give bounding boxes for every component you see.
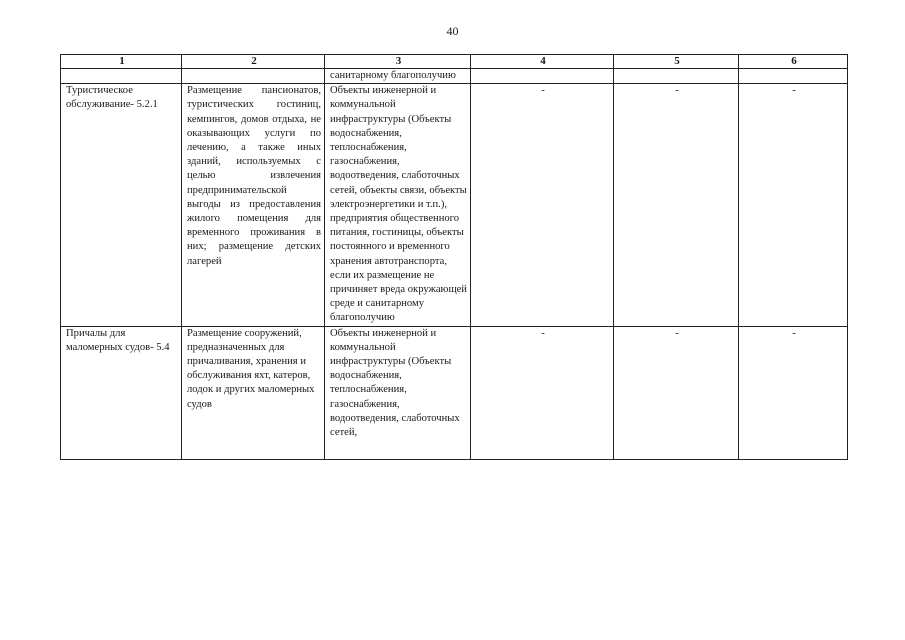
table-cell — [61, 69, 182, 84]
column-header: 2 — [182, 55, 325, 69]
table-cell: санитарному благополучию — [325, 69, 471, 84]
column-header: 3 — [325, 55, 471, 69]
column-header: 1 — [61, 55, 182, 69]
table-cell-description: Размещение сооружений, предназначенных для причаливания, хранения и обслуживания яхт, катеров, лодок и других маломерных судов — [182, 326, 325, 459]
table-cell — [471, 69, 614, 84]
table-header-row — [61, 55, 848, 69]
table-cell-use-name: Причалы для маломерных судов- 5.4 — [61, 326, 182, 459]
column-header: 6 — [739, 55, 848, 69]
table-cell — [182, 69, 325, 84]
table-cell — [739, 69, 848, 84]
table-cell-description: Размещение пансионатов, туристических гостиниц, кемпингов, домов отдыха, не оказывающих услуги по лечению, а также иных зданий, используемых с целью извлечения предпринимательской выгоды из предоставления жилого помещения для временного проживания в них; размещение детских лагерей — [182, 84, 325, 326]
table-row — [61, 84, 848, 326]
land-use-table — [60, 54, 848, 460]
table-cell: - — [471, 326, 614, 459]
table-cell — [614, 69, 739, 84]
table-cell: - — [614, 84, 739, 326]
table-row — [61, 69, 848, 84]
table-cell-use-name: Туристическое обслуживание- 5.2.1 — [61, 84, 182, 326]
table-cell-permitted-objects: Объекты инженерной и коммунальной инфраструктуры (Объекты водоснабжения, теплоснабжения, газоснабжения, водоотведения, слаботочных сетей, объекты связи, объекты электроэнергетики и т.п.), предприятия общественного питания, гостиницы, объекты постоянного и временного хранения автотранспорта, если их размещение не причиняет вреда окружающей среде и санитарному благополучию — [325, 84, 471, 326]
table-cell-permitted-objects: Объекты инженерной и коммунальной инфраструктуры (Объекты водоснабжения, теплоснабжения, газоснабжения, водоотведения, слаботочных сетей, — [325, 326, 471, 459]
table-cell: - — [739, 326, 848, 459]
table-cell: - — [614, 326, 739, 459]
table-row — [61, 326, 848, 459]
table-cell: - — [739, 84, 848, 326]
column-header: 5 — [614, 55, 739, 69]
table-cell: - — [471, 84, 614, 326]
column-header: 4 — [471, 55, 614, 69]
page-number: 40 — [446, 24, 459, 38]
